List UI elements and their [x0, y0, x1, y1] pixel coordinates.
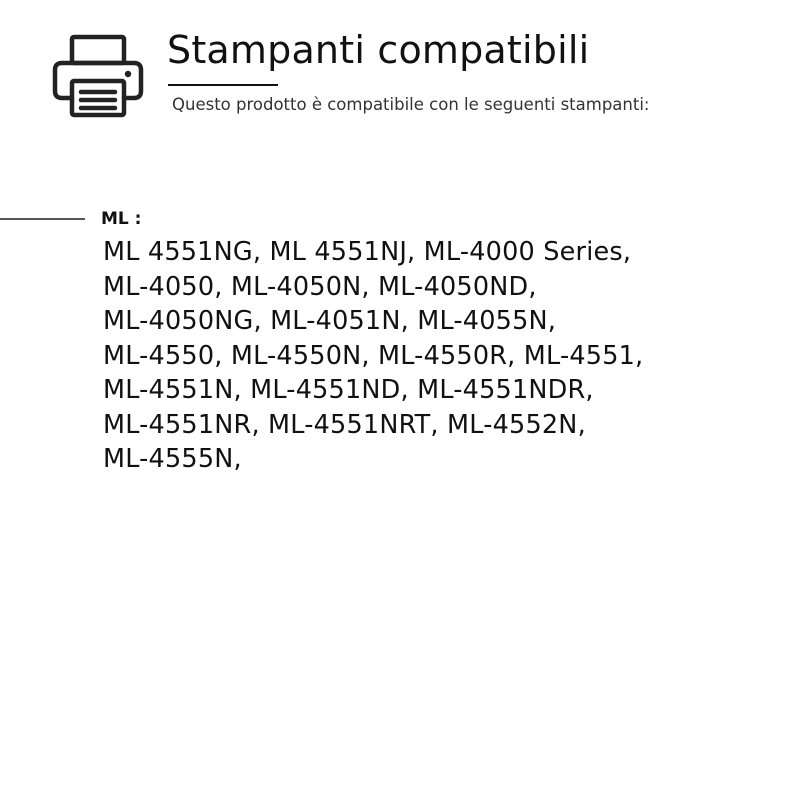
models-line: ML-4551N, ML-4551ND, ML-4551NDR,	[103, 375, 594, 405]
models-line: ML-4550, ML-4550N, ML-4550R, ML-4551,	[103, 340, 644, 371]
compatible-models-list	[103, 235, 643, 477]
models-line: ML 4551NG, ML 4551NJ, ML-4000 Series,	[103, 237, 632, 267]
page-title: Stampanti compatibili	[167, 28, 590, 72]
models-line: ML-4050, ML-4050N, ML-4050ND,	[103, 271, 537, 302]
models-line: ML-4050NG, ML-4051N, ML-4055N,	[103, 306, 557, 336]
models-line: ML-4555N,	[103, 444, 242, 474]
page-subtitle: Questo prodotto è compatibile con le seguenti stampanti:	[172, 95, 650, 114]
printer-icon	[52, 34, 144, 118]
section-divider	[0, 218, 85, 220]
series-label: ML :	[101, 209, 142, 229]
models-line: ML-4551NR, ML-4551NRT, ML-4552N,	[103, 409, 586, 440]
title-underline	[168, 84, 278, 86]
